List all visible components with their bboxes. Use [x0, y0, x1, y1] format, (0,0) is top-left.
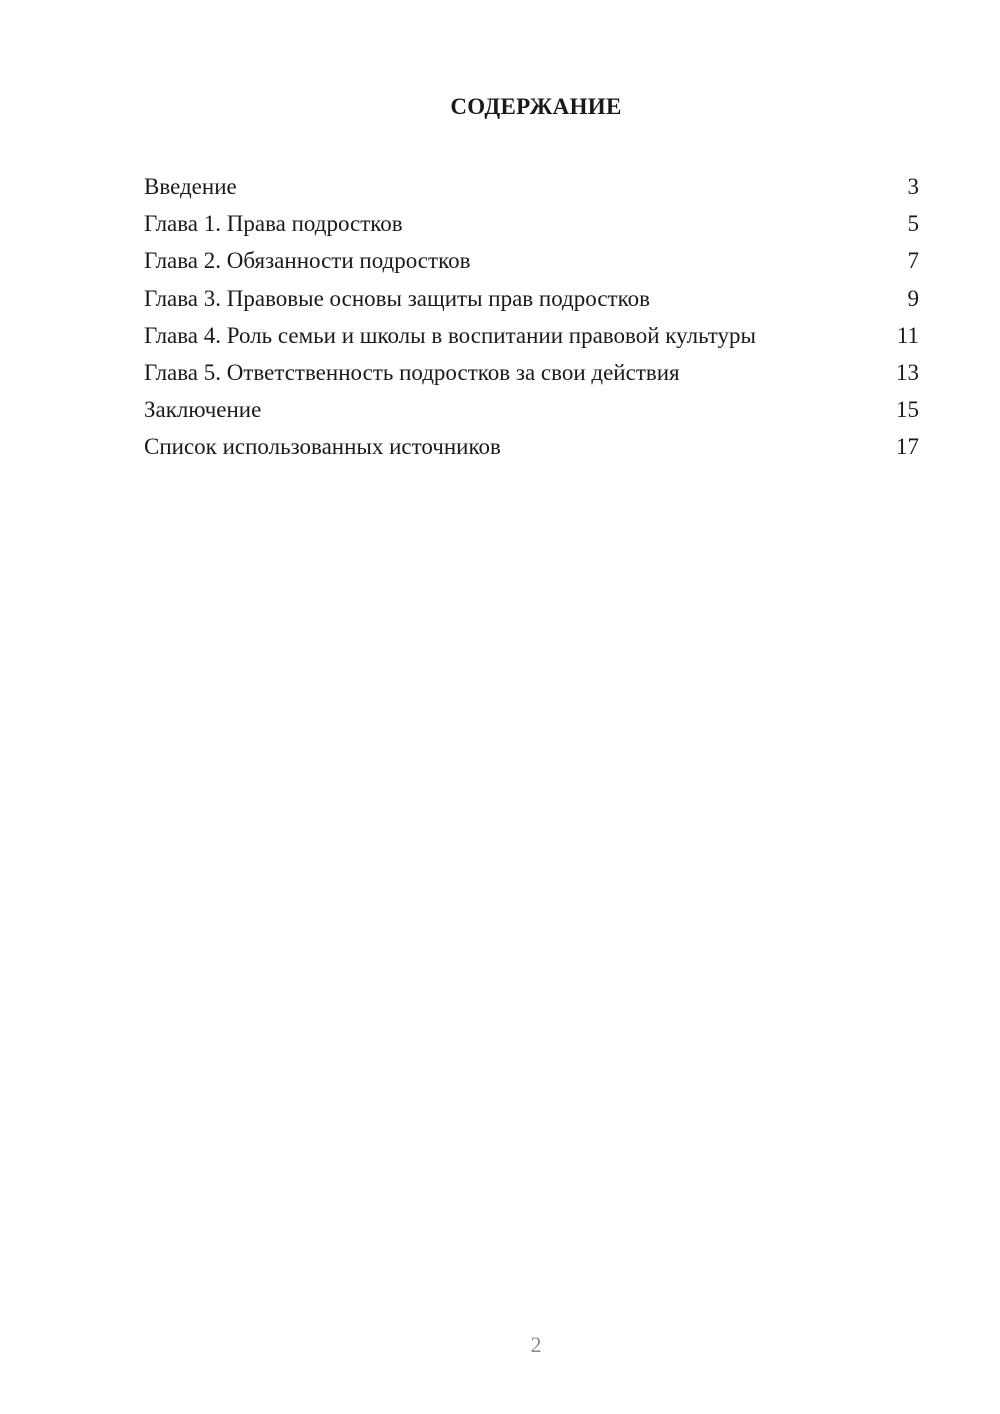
toc-item: [144, 354, 919, 391]
page-title: СОДЕРЖАНИЕ: [450, 94, 622, 119]
toc-item-page: 11: [896, 322, 919, 348]
toc-item-label: Глава 1. Права подростков: [144, 211, 403, 237]
toc-item-label: Глава 2. Обязанности подростков: [144, 248, 471, 274]
table-of-contents: [144, 168, 919, 466]
toc-item-page: 15: [896, 397, 919, 423]
toc-item-label: Список использованных источников: [144, 434, 501, 460]
toc-item-label: Глава 3. Правовые основы защиты прав подростков: [144, 285, 650, 311]
toc-item-label: Заключение: [144, 397, 262, 423]
toc-item: [144, 205, 919, 242]
toc-item: [144, 168, 919, 205]
toc-item: [144, 428, 919, 465]
toc-item-page: 7: [907, 248, 919, 274]
page-number: 2: [530, 1332, 542, 1357]
toc-item-page: 5: [907, 211, 919, 237]
toc-item: [144, 317, 919, 354]
toc-item-page: 17: [896, 434, 919, 460]
toc-item-label: Введение: [144, 174, 237, 199]
toc-item-label: Глава 5. Ответственность подростков за свои действия: [144, 359, 680, 385]
toc-item: [144, 391, 919, 428]
toc-item: [144, 280, 919, 317]
toc-item-page: 9: [907, 285, 919, 311]
toc-item-page: 13: [896, 359, 919, 385]
toc-item: [144, 242, 919, 279]
toc-item-label: Глава 4. Роль семьи и школы в воспитании правовой культуры: [144, 322, 756, 348]
toc-item-page: 3: [907, 174, 919, 199]
